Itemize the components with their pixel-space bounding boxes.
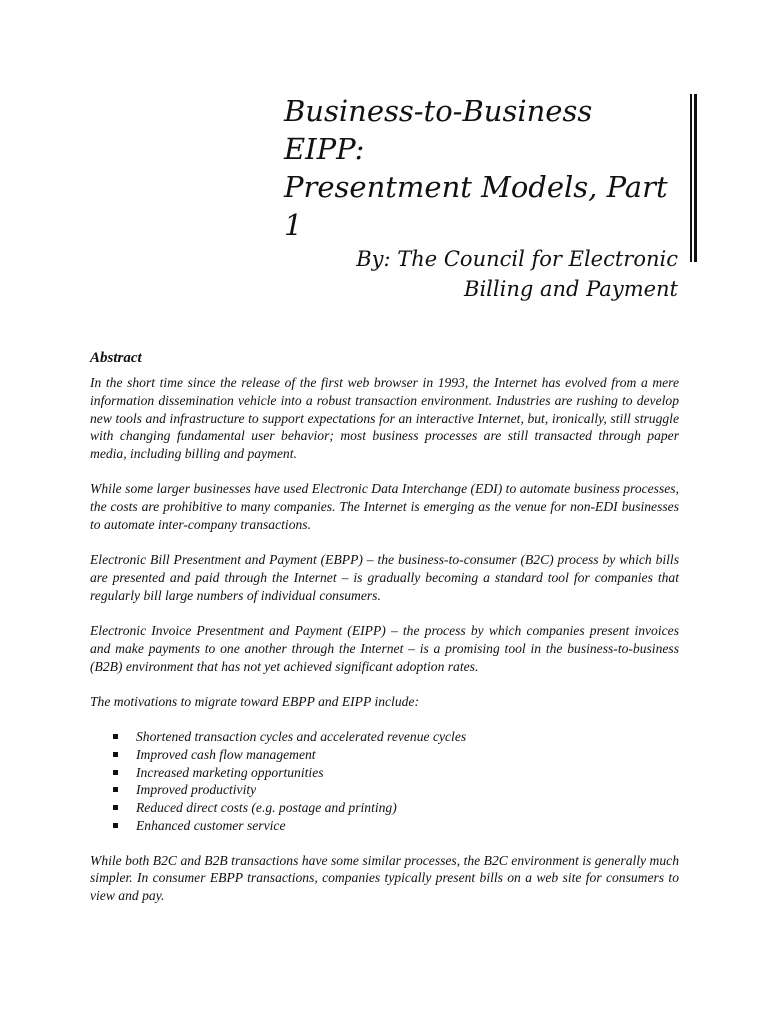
paragraph-eipp: Electronic Invoice Presentment and Payment (EIPP) – the process by which companies present invoices and make payments to one another through the Internet – is a promising tool in the business-to-business (B2B) environment that has not yet achieved significant adoption rates. — [90, 622, 679, 674]
list-item-text: Increased marketing opportunities — [136, 764, 324, 780]
list-item — [90, 728, 679, 746]
list-item — [90, 746, 679, 764]
list-item — [90, 781, 679, 799]
list-item — [90, 799, 679, 817]
bullet-square-icon — [113, 770, 118, 775]
paragraph-closing: While both B2C and B2B transactions have some similar processes, the B2C environment is generally much simpler. In consumer EBPP transactions, companies typically present bills on a web site for consumers to view and pay. — [90, 852, 679, 904]
title-vertical-rule — [690, 94, 697, 262]
byline-line-2: Billing and Payment — [464, 277, 678, 301]
bullet-square-icon — [113, 787, 118, 792]
byline-line-1: By: The Council for Electronic — [356, 247, 678, 271]
paragraph-edi: While some larger businesses have used Electronic Data Interchange (EDI) to automate business processes, the costs are prohibitive to many companies. The Internet is emerging as the venue for non-EDI businesses to automate inter-company transactions. — [90, 481, 679, 532]
bullet-square-icon — [113, 752, 118, 757]
bullet-square-icon — [113, 823, 118, 828]
document-body — [90, 348, 679, 922]
abstract-heading: Abstract — [90, 350, 142, 366]
list-item — [90, 764, 679, 782]
list-item-text: Shortened transaction cycles and accelerated revenue cycles — [136, 728, 467, 744]
document-title-line-1: Business-to-Business EIPP: — [284, 94, 593, 166]
bullet-square-icon — [113, 734, 118, 739]
bullet-square-icon — [113, 805, 118, 810]
paragraph-ebpp: Electronic Bill Presentment and Payment (EBPP) – the business-to-consumer (B2C) process by which bills are presented and paid through the Internet – is gradually becoming a standard tool for companies that regularly bill large numbers of individual consumers. — [90, 552, 679, 603]
paragraph-intro: In the short time since the release of the first web browser in 1993, the Internet has evolved from a mere information dissemination vehicle into a robust transaction environment. Industries are rushing to develop new tools and infrastructure to support expectations for an interactive Internet, but, ironically, still struggle with changing fundamental user behavior; most business processes are still transacted through paper media, including billing and payment. — [90, 375, 679, 462]
list-item-text: Enhanced customer service — [136, 817, 286, 833]
list-item-text: Reduced direct costs (e.g. postage and printing) — [136, 800, 397, 816]
title-block — [258, 92, 678, 304]
list-item-text: Improved productivity — [136, 782, 257, 798]
document-title-line-2: Presentment Models, Part 1 — [284, 170, 668, 242]
paragraph-motivations: The motivations to migrate toward EBPP and EIPP include: — [90, 693, 419, 709]
list-item-text: Improved cash flow management — [136, 746, 316, 762]
motivations-list — [90, 728, 679, 835]
list-item — [90, 817, 679, 835]
